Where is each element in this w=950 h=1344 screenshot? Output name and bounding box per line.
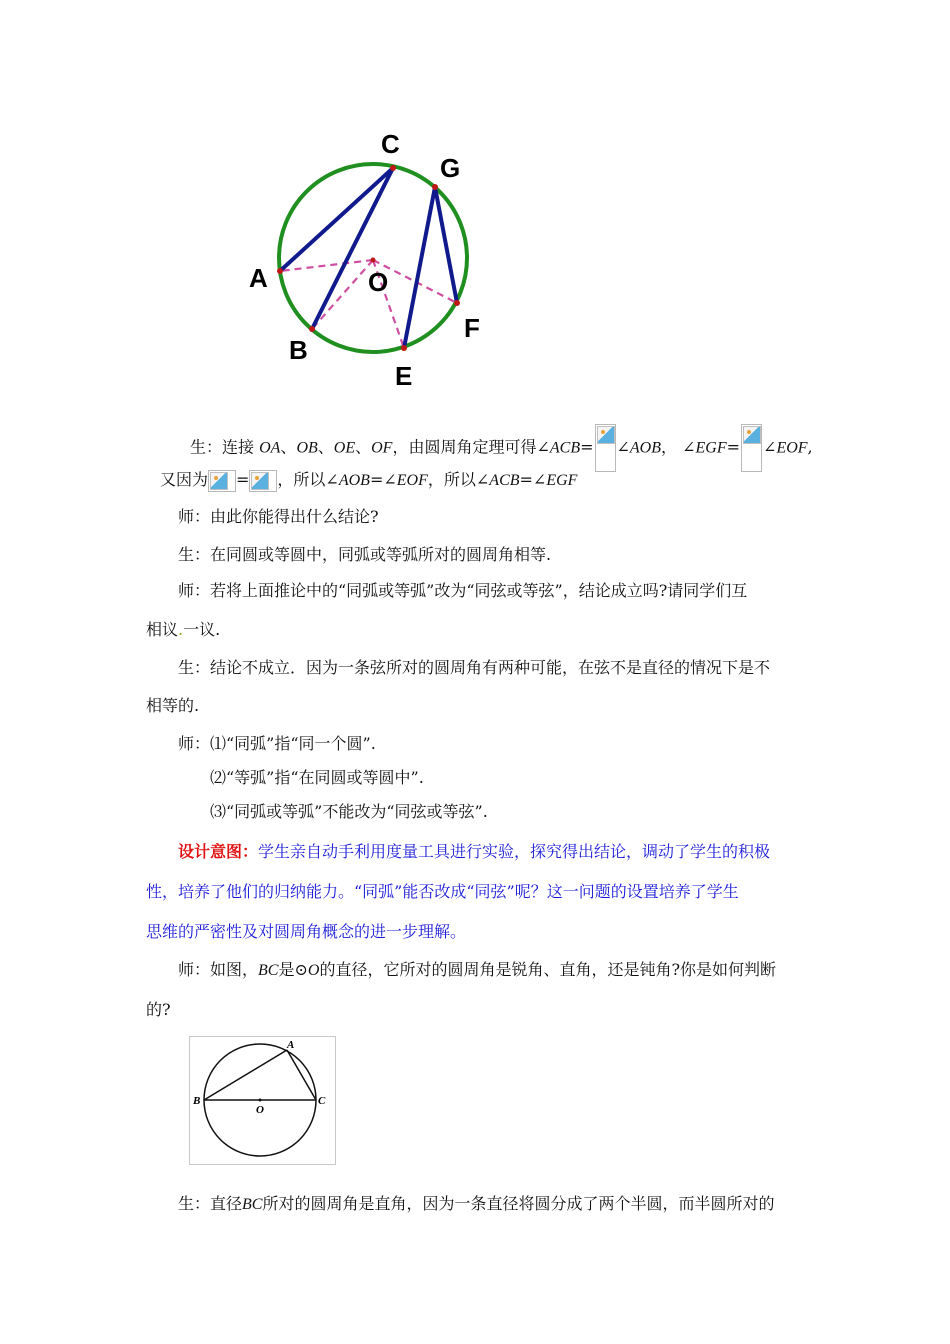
angle-eof: EOF (396, 472, 428, 489)
text: 的直径，它所对的圆周角是锐角、直角，还是钝角?你是如何判断 (319, 960, 777, 979)
paragraph-teacher-diameter-cont: 的? (146, 1000, 171, 1019)
segment-bc: BC (242, 1196, 263, 1213)
text: 、 (280, 437, 297, 457)
missing-fraction-image (741, 424, 762, 472)
design-intent-line-1 (178, 842, 770, 862)
text: 学生亲自动手利用度量工具进行实验，探究得出结论，调动了学生的积极 (258, 842, 771, 861)
text: 所对的圆周角是直角，因为一条直径将圆分成了两个半圆，而半圆所对的 (262, 1194, 775, 1213)
missing-fraction-image (595, 424, 616, 472)
text: = (580, 437, 594, 457)
label-c: C (318, 1095, 326, 1107)
figure-diameter-box (189, 1036, 336, 1165)
angle-aob: AOB (629, 439, 662, 457)
figure-inscribed-angles (240, 125, 500, 395)
missing-arc-image (208, 470, 236, 492)
segment-oe: OE (333, 439, 356, 457)
angle-egf: EGF (695, 439, 727, 457)
chord-lines (280, 168, 457, 348)
text: , (807, 437, 813, 457)
paragraph-student-answer-cont: 相等的. (146, 696, 200, 715)
text: 、 (355, 437, 372, 457)
paragraph-teacher-diameter (178, 960, 776, 981)
paragraph-student-connect (190, 424, 813, 472)
text: =∠ (519, 470, 547, 489)
circle-o: O (307, 962, 320, 979)
angle-aob: AOB (338, 472, 370, 489)
text: = (726, 437, 741, 457)
segment-ob: OB (296, 439, 318, 457)
text: = (236, 470, 250, 489)
design-intent-label: 设计意图： (178, 842, 259, 861)
label-e: E (395, 361, 413, 391)
text: ，由圆周角定理可得∠ (392, 437, 550, 457)
paragraph-student-conclusion: 生：在同圆或等圆中，同弧或等弧所对的圆周角相等. (178, 545, 552, 564)
figure-diameter (190, 1037, 335, 1164)
paragraph-student-answer: 生：结论不成立．因为一条弦所对的圆周角有两种可能，在弦不是直径的情况下是不 (178, 658, 771, 677)
paragraph-teacher-note-3: ⑶“同弧或等弧”不能改为“同弦或等弦”. (210, 802, 488, 821)
text: ， ∠ (661, 437, 696, 457)
text: 师：如图， (178, 960, 259, 979)
paragraph-teacher-question: 师：由此你能得出什么结论? (178, 507, 379, 526)
text: 是⊙ (278, 960, 308, 979)
text: =∠ (369, 470, 397, 489)
text: ∠ (616, 437, 630, 457)
design-intent-line-2: 性，培养了他们的归纳能力。“同弧”能否改成“同弦”呢？这一问题的设置培养了学生 (146, 882, 739, 901)
text: 相议 (146, 620, 179, 639)
label-b: B (193, 1095, 201, 1107)
paragraph-student-right-angle (178, 1194, 774, 1215)
text: 、 (317, 437, 334, 457)
paragraph-teacher-chord-question: 师：若将上面推论中的“同弧或等弧”改为“同弦或等弦”，结论成立吗?请同学们互 (178, 581, 748, 600)
label-a: A (287, 1039, 295, 1051)
angle-egf: EGF (546, 472, 578, 489)
label-g: G (440, 153, 461, 183)
label-b: B (289, 335, 308, 365)
segment-oa: OA (259, 439, 281, 457)
text: 又因为 (160, 470, 209, 489)
label-c: C (381, 129, 400, 159)
angle-acb: ACB (489, 472, 520, 489)
paragraph-teacher-note-2: ⑵“等弧”指“在同圆或等圆中”. (210, 768, 424, 787)
stray-dot: . (178, 620, 184, 639)
segment-of: OF (371, 439, 393, 457)
angle-eof: EOF (776, 439, 808, 457)
paragraph-because (160, 468, 577, 493)
angle-acb: ACB (549, 439, 581, 457)
text: ，所以∠ (277, 470, 339, 489)
text: 生：直径 (178, 1194, 243, 1213)
label-o: O (368, 267, 389, 297)
paragraph-teacher-note-1: 师：⑴“同弧”指“同一个圆”. (178, 734, 376, 753)
text: ∠ (763, 437, 777, 457)
label-o: O (256, 1104, 264, 1116)
text: 生：连接 (190, 437, 260, 457)
design-intent-line-3: 思维的严密性及对圆周角概念的进一步理解。 (146, 922, 467, 941)
missing-arc-image (249, 470, 277, 492)
segment-bc: BC (258, 962, 279, 979)
label-a: A (249, 263, 268, 293)
paragraph-teacher-chord-question-cont (146, 620, 220, 640)
text: 一议. (183, 620, 221, 639)
text: ，所以∠ (427, 470, 490, 489)
label-f: F (464, 313, 480, 343)
